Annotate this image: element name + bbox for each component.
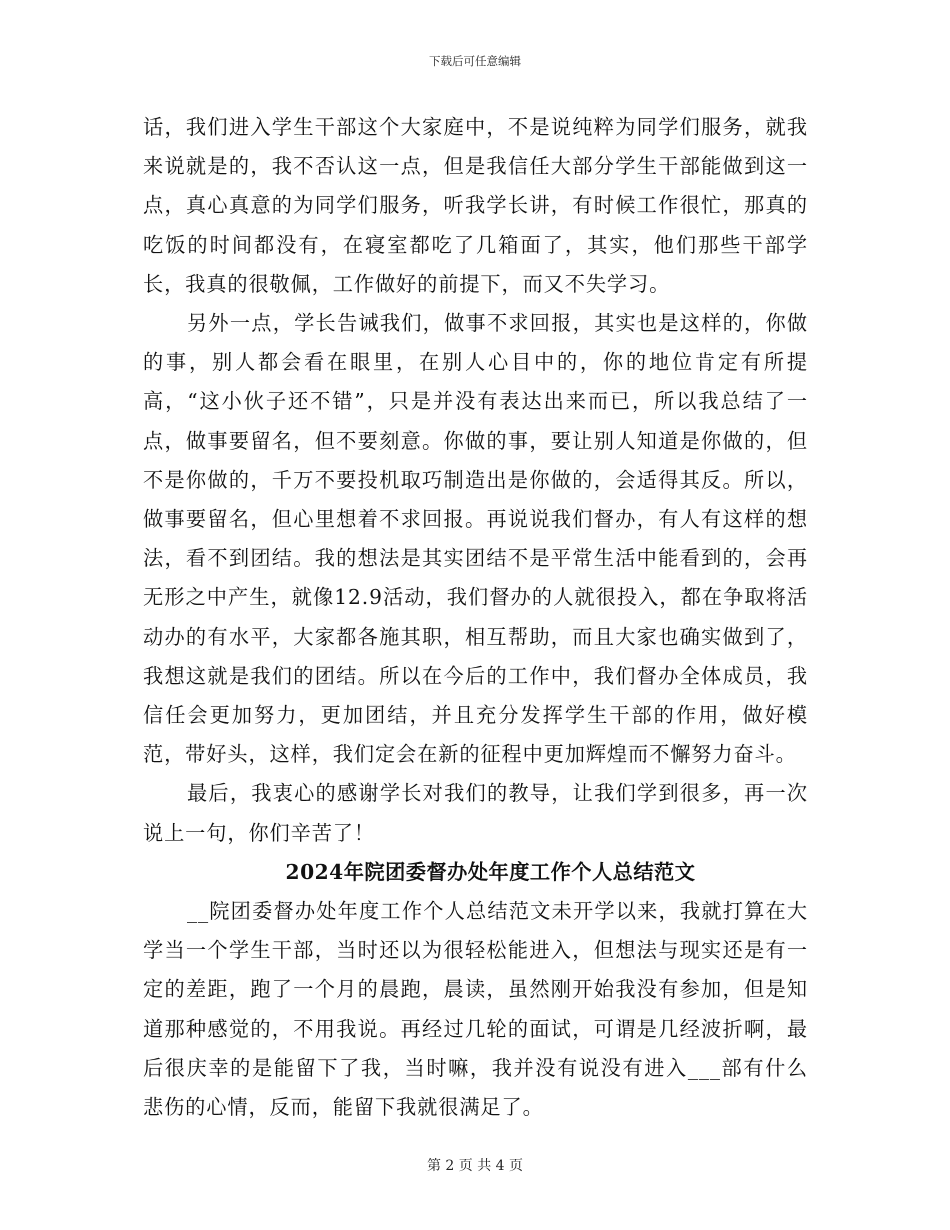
paragraph-another-point: 另外一点，学长告诫我们，做事不求回报，其实也是这样的，你做的事，别人都会看在眼里，在别人心目中的，你的地位肯定有所提高，“这小伙子还不错”，只是并没有表达出来而已，所以我总结了一点，做事要留名，但不要刻意。你做的事，要让别人知道是你做的，但不是你做的，千万不要投机取巧制造出是你做的，会适得其反。所以，做事要留名，但心里想着不求回报。再说说我们督办，有人有这样的想法，看不到团结。我的想法是其实团结不是平常生活中能看到的，会再无形之中产生，就像12.9活动，我们督办的人就很投入，都在争取将活动办的有水平，大家都各施其职，相互帮助，而且大家也确实做到了，我想这就是我们的团结。所以在今后的工作中，我们督办全体成员，我信任会更加努力，更加团结，并且充分发挥学生干部的作用，做好模范，带好头，这样，我们定会在新的征程中更加辉煌而不懈努力奋斗。 <box>143 311 808 767</box>
paragraph-continuation: 话，我们进入学生干部这个大家庭中，不是说纯粹为同学们服务，就我来说就是的，我不否认这一点，但是我信任大部分学生干部能做到这一点，真心真意的为同学们服务，听我学长讲，有时候工作很忙，那真的吃饭的时间都没有，在寝室都吃了几箱面了，其实，他们那些干部学长，我真的很敬佩，工作做好的前提下，而又不失学习。 <box>143 115 808 296</box>
paragraph-new-section: __院团委督办处年度工作个人总结范文未开学以来，我就打算在大学当一个学生干部，当时还以为很轻松能进入，但想法与现实还是有一定的差距，跑了一个月的晨跑，晨读，虽然刚开始我没有参加，但是知道那种感觉的，不用我说。再经过几轮的面试，可谓是几经波折啊，最后很庆幸的是能留下了我，当时嘛，我并没有说没有进入___部有什么悲伤的心情，反而，能留下我就很满足了。 <box>143 899 808 1120</box>
page-header: 下载后可任意编辑 <box>429 54 521 68</box>
paragraph-closing: 最后，我衷心的感谢学长对我们的教导，让我们学到很多，再一次说上一句，你们辛苦了！ <box>143 781 808 845</box>
section-heading: 2024年院团委督办处年度工作个人总结范文 <box>285 859 696 884</box>
document-body <box>143 108 808 1127</box>
page-footer: 第 2 页 共 4 页 <box>426 1158 524 1174</box>
